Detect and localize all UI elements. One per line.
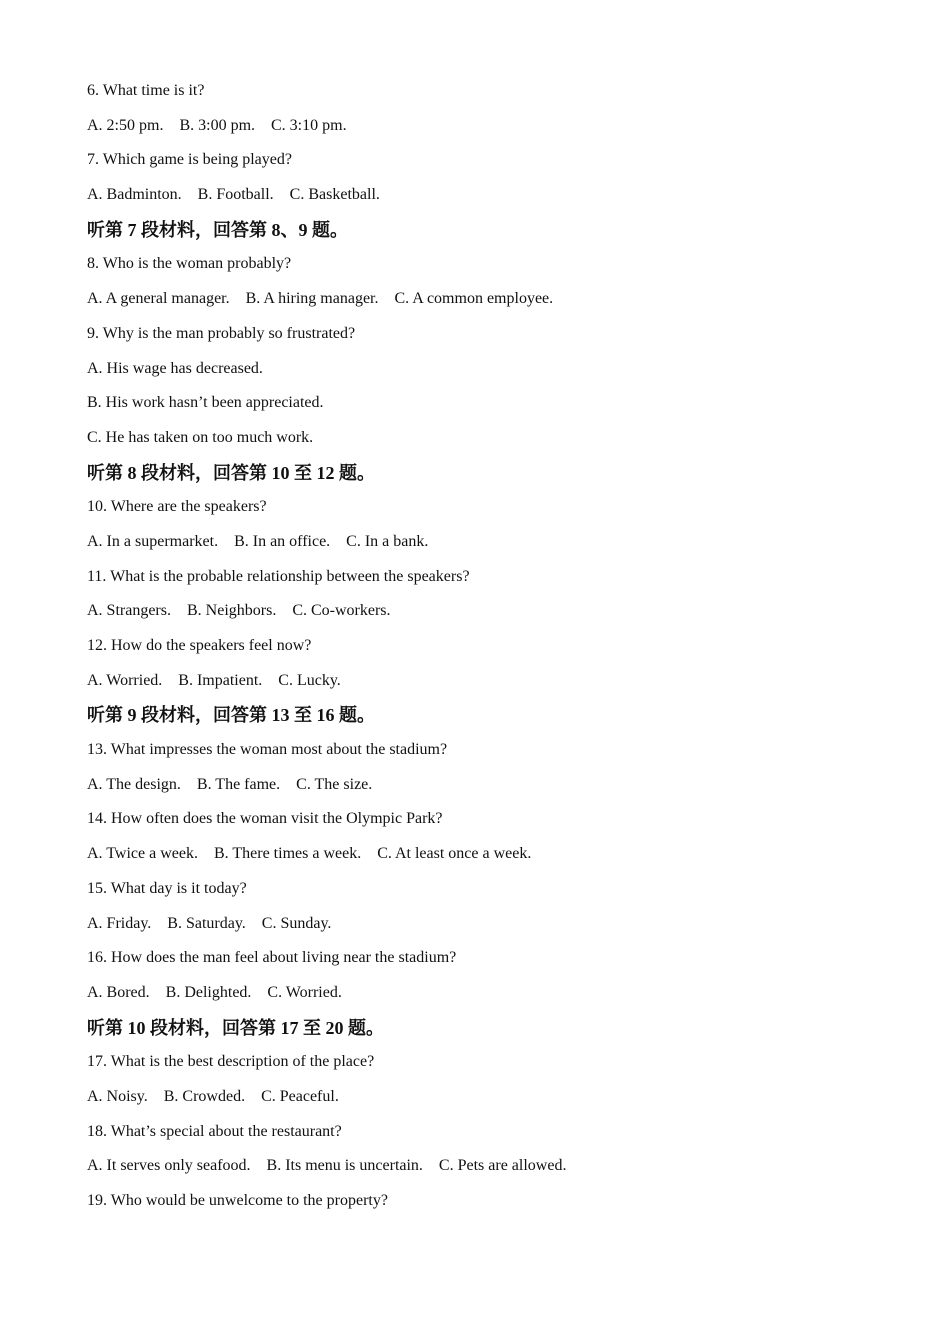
options-7: A. Badminton. B. Football. C. Basketball.	[87, 186, 380, 204]
question-17: 17. What is the best description of the place?	[87, 1053, 375, 1071]
options-13: A. The design. B. The fame. C. The size.	[87, 775, 373, 793]
question-6: 6. What time is it?	[87, 82, 205, 99]
question-18: 18. What’s special about the restaurant?	[87, 1122, 342, 1140]
options-15: A. Friday. B. Saturday. C. Sunday.	[87, 914, 332, 932]
option-9a: A. His wage has decreased.	[87, 359, 263, 377]
document-page	[87, 74, 907, 1219]
question-7: 7. Which game is being played?	[87, 151, 292, 169]
question-12: 12. How do the speakers feel now?	[87, 637, 312, 654]
question-8: 8. Who is the woman probably?	[87, 255, 292, 273]
question-11: 11. What is the probable relationship between the speakers?	[87, 567, 470, 585]
section-heading-10: 听第 10 段材料，回答第 17 至 20 题。	[87, 1017, 384, 1038]
options-12: A. Worried. B. Impatient. C. Lucky.	[87, 671, 341, 689]
question-9: 9. Why is the man probably so frustrated?	[87, 324, 356, 342]
options-11: A. Strangers. B. Neighbors. C. Co-workers.	[87, 602, 391, 620]
options-10: A. In a supermarket. B. In an office. C. In a bank.	[87, 532, 429, 550]
section-heading-8: 听第 8 段材料，回答第 10 至 12 题。	[87, 462, 375, 483]
section-heading-7: 听第 7 段材料，回答第 8、9 题。	[87, 219, 348, 240]
question-13: 13. What impresses the woman most about the stadium?	[87, 741, 448, 759]
question-10: 10. Where are the speakers?	[87, 498, 267, 516]
options-18: A. It serves only seafood. B. Its menu is uncertain. C. Pets are allowed.	[87, 1157, 567, 1175]
options-6: A. 2:50 pm. B. 3:00 pm. C. 3:10 pm.	[87, 116, 347, 134]
options-17: A. Noisy. B. Crowded. C. Peaceful.	[87, 1087, 339, 1105]
option-9b: B. His work hasn’t been appreciated.	[87, 394, 324, 412]
question-16: 16. How does the man feel about living near the stadium?	[87, 949, 457, 967]
options-14: A. Twice a week. B. There times a week. C. At least once a week.	[87, 845, 532, 863]
options-16: A. Bored. B. Delighted. C. Worried.	[87, 983, 342, 1001]
question-19: 19. Who would be unwelcome to the property?	[87, 1192, 388, 1209]
question-14: 14. How often does the woman visit the Olympic Park?	[87, 810, 443, 828]
options-8: A. A general manager. B. A hiring manager. C. A common employee.	[87, 290, 554, 308]
option-9c: C. He has taken on too much work.	[87, 428, 314, 446]
section-heading-9: 听第 9 段材料，回答第 13 至 16 题。	[87, 705, 375, 726]
question-15: 15. What day is it today?	[87, 879, 247, 897]
